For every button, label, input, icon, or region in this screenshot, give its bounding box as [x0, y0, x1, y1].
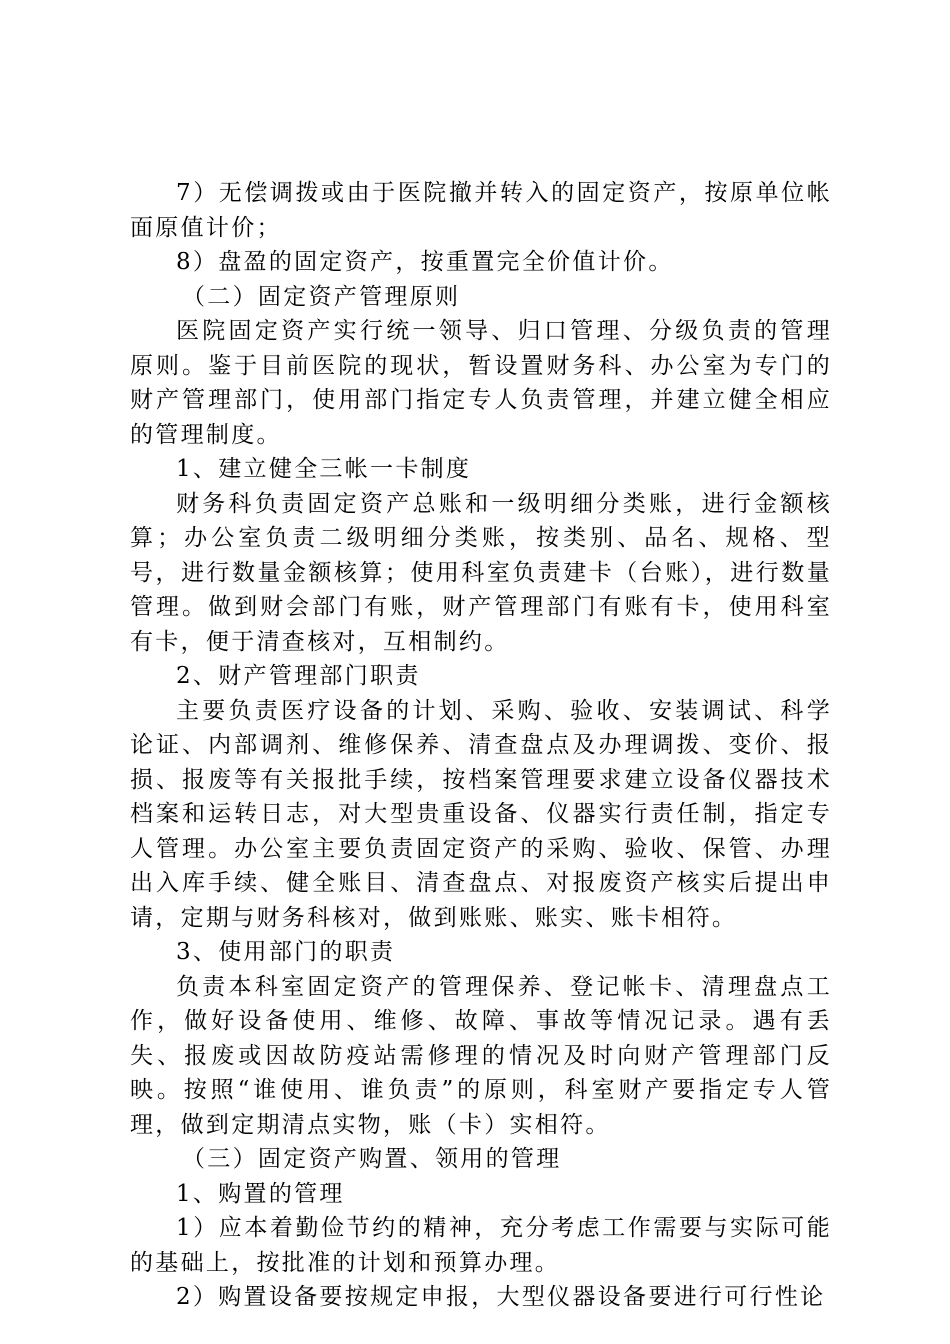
paragraph-principles: 医院固定资产实行统一领导、归口管理、分级负责的管理原则。鉴于目前医院的现状，暂设置财务科、办公室为专门的财产管理部门，使用部门指定专人负责管理，并建立健全相应的管理制度。: [130, 318, 832, 448]
paragraph-ledger-system: 财务科负责固定资产总账和一级明细分类账，进行金额核算；办公室负责二级明细分类账，按类别、品名、规格、型号，进行数量金额核算；使用科室负责建卡（台账），进行数量管理。做到财会部门有账，财产管理部门有账有卡，使用科室有卡，便于清查核对，互相制约。: [130, 490, 832, 655]
subheading-ledger-system: 1、建立健全三帐一卡制度: [176, 456, 472, 482]
paragraph-property-department: 主要负责医疗设备的计划、采购、验收、安装调试、科学论证、内部调剂、维修保养、清查盘点及办理调拨、变价、报损、报废等有关报批手续，按档案管理要求建立设备仪器技术档案和运转日志，对大型贵重设备、仪器实行责任制，指定专人管理。办公室主要负责固定资产的采购、验收、保管、办理出入库手续、健全账目、清查盘点、对报废资产核实后提出申请，定期与财务科核对，做到账账、账实、账卡相符。: [130, 697, 832, 931]
section-heading-purchase: （三）固定资产购置、领用的管理: [182, 1146, 562, 1172]
paragraph-user-department: 负责本科室固定资产的管理保养、登记帐卡、清理盘点工作，做好设备使用、维修、故障、事故等情况记录。遇有丢失、报废或因故防疫站需修理的情况及时向财产管理部门反映。按照“谁使用、谁负责”的原则，科室财产要指定专人管理，做到定期清点实物，账（卡）实相符。: [130, 973, 832, 1138]
paragraph-item-8-valuation: 8）盘盈的固定资产，按重置完全价值计价。: [176, 249, 674, 275]
subheading-user-department: 3、使用部门的职责: [176, 939, 396, 965]
subheading-property-department: 2、财产管理部门职责: [176, 663, 421, 689]
document-body: [130, 176, 832, 1315]
paragraph-item-7-valuation: 7）无偿调拨或由于医院撤并转入的固定资产，按原单位帐面原值计价；: [130, 180, 832, 241]
paragraph-purchase-item-1: 1）应本着勤俭节约的精神，充分考虑工作需要与实际可能的基础上，按批准的计划和预算办理。: [130, 1215, 832, 1276]
section-heading-principles: （二）固定资产管理原则: [182, 283, 461, 310]
subheading-purchase-management: 1、购置的管理: [176, 1180, 345, 1207]
paragraph-purchase-item-2: 2）购置设备要按规定申报，大型仪器设备要进行可行性论: [176, 1284, 826, 1310]
